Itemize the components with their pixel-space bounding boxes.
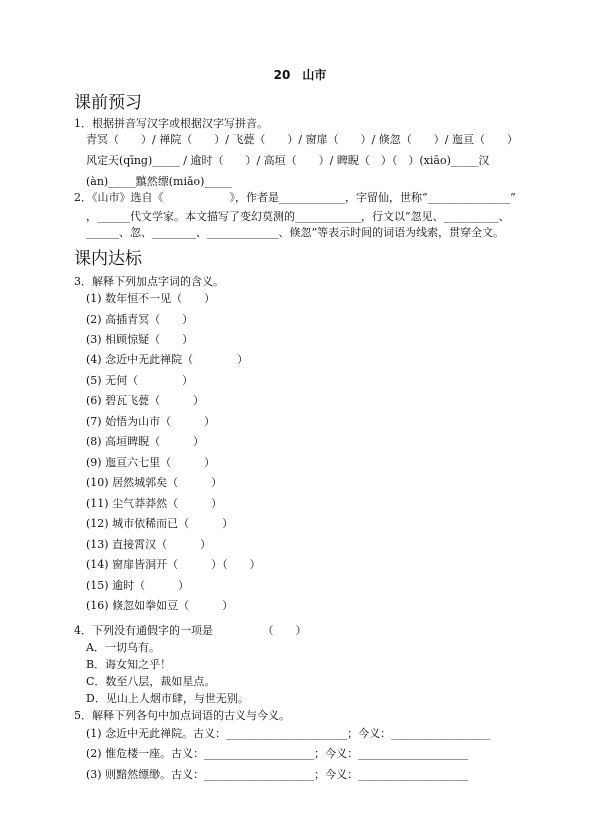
q4-option-a: A．一切乌有。 <box>86 641 160 654</box>
q3-item: (14) 窗扉皆洞开（ ）（ ） <box>86 558 261 571</box>
q1-row-2: 风定天(qīng)_____ / 逾时（ ）/ 高垣（ ）/ 睥睨（ ）（ ）(xiāo)_____汉 <box>86 154 490 167</box>
q3-item: (9) 迤亘六七里（ ） <box>86 456 216 469</box>
page-title: 20 山市 <box>273 68 327 82</box>
q4-option-b: B．诲女知之乎！ <box>86 658 172 671</box>
q5-item: (2) 惟危楼一座。古义：____________________；今义：____________________ <box>86 747 469 760</box>
q3-item: (6) 碧瓦飞甍（ ） <box>86 394 205 407</box>
q5-item: (1) 念近中无此禅院。古义：______________________；今义：__________________ <box>86 727 491 740</box>
q1-row-3: (àn)_____黰然缥(miǎo)_____ <box>86 175 232 188</box>
q2-line-3: ______、忽、________、_____________、倏忽”等表示时间的词语为线索，贯穿全文。 <box>86 226 505 239</box>
q1-heading: 1．根据拼音写汉字或根据汉字写拼音。 <box>74 117 268 130</box>
q3-heading: 3．解释下列加点字词的含义。 <box>74 275 224 288</box>
q2-line-2: ，______代文学家。本文描写了变幻莫测的____________，行文以“忽见、__________、 <box>86 210 510 223</box>
q3-item: (8) 高垣睥睨（ ） <box>86 435 205 448</box>
q4-heading: 4．下列没有通假字的一项是 （ ） <box>74 624 307 637</box>
q3-item: (7) 始悟为山市（ ） <box>86 415 216 428</box>
q3-item: (12) 城市依稀而已（ ） <box>86 517 234 530</box>
q3-item: (4) 念近中无此禅院（ ） <box>86 353 249 366</box>
q5-heading: 5．解释下列各句中加点词语的古义与今义。 <box>74 709 290 722</box>
q3-item: (2) 高插青冥（ ） <box>86 313 194 326</box>
q3-item: (11) 尘气莽莽然（ ） <box>86 497 223 510</box>
q3-item: (10) 居然城郭矣（ ） <box>86 476 223 489</box>
q3-item: (13) 直接霄汉（ ） <box>86 538 212 551</box>
q3-item: (15) 逾时（ ） <box>86 579 190 592</box>
q4-option-c: C．数至八层，裁如星点。 <box>86 675 216 688</box>
q3-item: (1) 数年恒不一见（ ） <box>86 292 216 305</box>
q3-item: (5) 无何（ ） <box>86 374 194 387</box>
section-preview-heading: 课前预习 <box>74 93 142 113</box>
section-practice-heading: 课内达标 <box>74 249 142 269</box>
q1-row-1: 青冥（ ）/ 禅院（ ）/ 飞甍（ ）/ 窗扉（ ）/ 倏忽（ ）/ 迤亘（ ） <box>86 133 519 146</box>
q3-item: (3) 相顾惊疑（ ） <box>86 333 194 346</box>
q2-line-1: 2．《山市》选自《 》，作者是____________，字留仙，世称“_______________” <box>74 191 516 204</box>
q3-item: (16) 倏忽如拳如豆（ ） <box>86 599 234 612</box>
q5-item: (3) 则黯然缥缈。古义：____________________；今义：____________________ <box>86 768 469 781</box>
q4-option-d: D．见山上人烟市肆，与世无别。 <box>86 692 249 705</box>
